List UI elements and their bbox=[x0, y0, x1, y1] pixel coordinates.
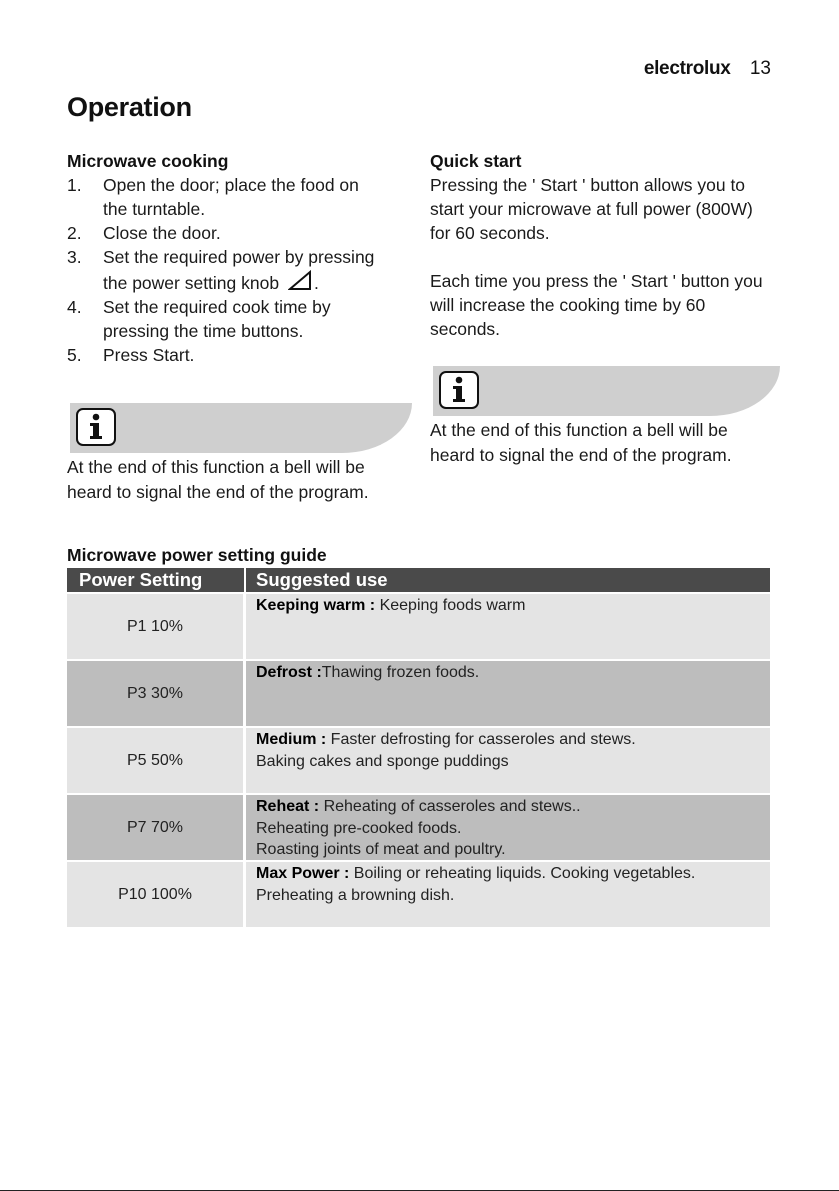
table-row bbox=[67, 860, 770, 927]
step-number: 3. bbox=[67, 247, 82, 267]
power-setting-cell: P3 30% bbox=[67, 661, 246, 726]
use-text: Roasting joints of meat and poultry. bbox=[256, 841, 506, 858]
table-header bbox=[67, 568, 770, 592]
quick-start-paragraph: Each time you press the ' Start ' button you will increase the cooking time by 60 seconds. bbox=[430, 271, 763, 339]
suggested-use-cell bbox=[246, 862, 770, 927]
page-header bbox=[644, 58, 771, 80]
table-row bbox=[67, 592, 770, 659]
power-setting-cell: P7 70% bbox=[67, 795, 246, 860]
step-text: the turntable. bbox=[103, 199, 206, 219]
use-label: Medium : bbox=[256, 731, 327, 748]
power-guide-title: Microwave power setting guide bbox=[67, 545, 327, 565]
suggested-use-cell bbox=[246, 594, 770, 659]
step-number: 1. bbox=[67, 175, 82, 195]
use-text: Faster defrosting for casseroles and stews. bbox=[326, 731, 636, 748]
use-text: Reheating pre-cooked foods. bbox=[256, 819, 462, 837]
step-text: Set the required power by pressing bbox=[103, 247, 375, 267]
info-note-bar bbox=[70, 403, 412, 453]
step-text: Set the required cook time by bbox=[103, 297, 331, 317]
use-text: Preheating a browning dish. bbox=[256, 886, 455, 904]
suggested-use-cell bbox=[246, 661, 770, 726]
use-text: Baking cakes and sponge puddings bbox=[256, 752, 509, 770]
info-note-text: At the end of this function a bell will be heard to signal the end of the program. bbox=[67, 457, 369, 502]
table-row bbox=[67, 659, 770, 726]
brand-name: electrolux bbox=[643, 58, 731, 79]
step-text: Press Start. bbox=[103, 345, 195, 365]
info-note-bar bbox=[433, 366, 780, 416]
step-text: the power setting knob bbox=[103, 273, 280, 293]
quick-start-section bbox=[430, 149, 775, 468]
step-text: Close the door. bbox=[103, 223, 221, 243]
use-text: Keeping foods warm bbox=[375, 597, 526, 614]
table-row bbox=[67, 726, 770, 793]
power-setting-cell: P1 10% bbox=[67, 594, 246, 659]
step-number: 2. bbox=[67, 223, 82, 243]
power-knob-icon bbox=[288, 269, 314, 291]
use-text: Boiling or reheating liquids. Cooking vegetables. bbox=[349, 865, 696, 882]
step-item bbox=[67, 221, 412, 245]
use-label: Defrost : bbox=[256, 664, 322, 681]
use-label: Reheat : bbox=[256, 798, 320, 815]
use-text: Reheating of casseroles and stews.. bbox=[319, 798, 581, 815]
suggested-use-cell bbox=[246, 795, 770, 860]
step-item bbox=[67, 343, 412, 367]
info-icon bbox=[439, 371, 479, 409]
step-number: 5. bbox=[67, 345, 82, 365]
use-label: Max Power : bbox=[256, 865, 350, 882]
step-item bbox=[67, 295, 412, 343]
microwave-cooking-section bbox=[67, 149, 412, 505]
quick-start-heading: Quick start bbox=[430, 151, 522, 171]
info-note-text: At the end of this function a bell will be heard to signal the end of the program. bbox=[430, 420, 732, 465]
step-number: 4. bbox=[67, 297, 82, 317]
page-title: Operation bbox=[67, 92, 192, 122]
step-text: Open the door; place the food on bbox=[103, 175, 359, 195]
step-trailing: . bbox=[313, 273, 319, 293]
table-row bbox=[67, 793, 770, 860]
page-number: 13 bbox=[749, 58, 771, 79]
info-icon bbox=[76, 408, 116, 446]
power-setting-cell: P10 100% bbox=[67, 862, 246, 927]
step-text: pressing the time buttons. bbox=[103, 321, 304, 341]
use-label: Keeping warm : bbox=[256, 597, 376, 614]
power-guide-table bbox=[67, 568, 770, 927]
steps-list bbox=[67, 173, 412, 367]
column-header-suggested-use: Suggested use bbox=[256, 569, 388, 590]
step-item bbox=[67, 173, 412, 221]
step-item bbox=[67, 245, 412, 295]
microwave-cooking-heading: Microwave cooking bbox=[67, 151, 229, 171]
column-header-power-setting: Power Setting bbox=[67, 568, 246, 592]
use-text: Thawing frozen foods. bbox=[321, 664, 480, 681]
suggested-use-cell bbox=[246, 728, 770, 793]
power-setting-cell: P5 50% bbox=[67, 728, 246, 793]
quick-start-paragraph: Pressing the ' Start ' button allows you to start your microwave at full power (800W) for 60 seconds. bbox=[430, 175, 753, 243]
